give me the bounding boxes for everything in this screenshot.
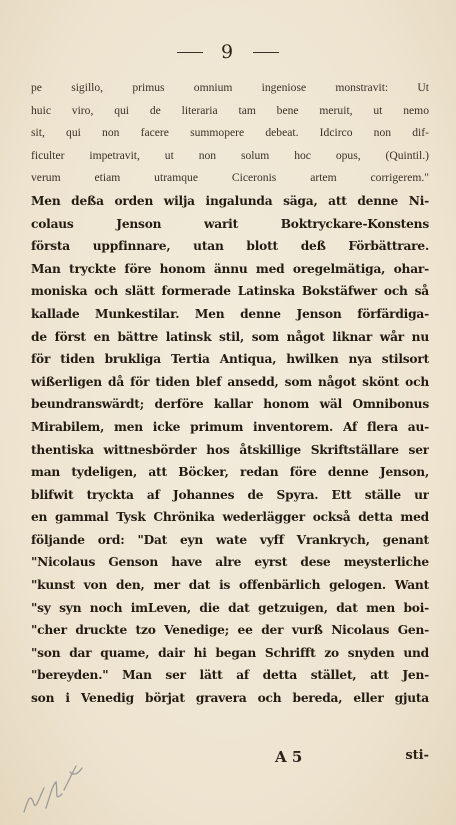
text-line: för tiden brukliga Tertia Antiqua, hwilken nya stilsort: [31, 352, 429, 367]
text-line: de först en bättre latinsk stil, som något liknar wår nu: [31, 329, 429, 344]
page-footer: [31, 748, 429, 770]
text-line: huic viro, qui de literaria tam bene meruit, ut nemo: [31, 103, 429, 117]
text-line: pe sigillo, primus omnium ingeniose monstravit: Ut: [31, 81, 429, 94]
text-line: moniska och slätt formerade Latinska Bokstäfwer och så: [31, 284, 429, 299]
text-line: kallade Munkestilar. Men denne Jenson förfärdiga-: [31, 306, 429, 321]
text-line: följande ord: "Dat eyn wate vyff Vrankrych, genant: [31, 532, 429, 547]
header-right-rule: [253, 52, 279, 53]
header-left-rule: [177, 52, 203, 53]
text-line: blifwit tryckta af Johannes de Spyra. Ett ställe ur: [31, 487, 429, 502]
text-line: son i Venedig börjat gravera och bereda, eller gjuta: [31, 691, 429, 706]
handwritten-pencil-icon: [18, 752, 88, 822]
signature-mark: A 5: [275, 748, 303, 766]
text-line: "sy syn noch imLeven, die dat getzuigen, dat men boi-: [31, 600, 429, 615]
text-line: "kunst von den, mer dat is offenbärlich gelogen. Want: [31, 578, 429, 593]
text-line: sit, qui non facere summopere debeat. Idcirco non dif-: [31, 126, 429, 140]
page-body-text: [31, 77, 429, 710]
text-line: Men deßa orden wilja ingalunda säga, att denne Ni-: [31, 193, 429, 208]
text-line: ficulter impetravit, ut non solum hoc opus, (Quintil.): [31, 148, 429, 162]
text-line: thentiska wittnesbörder hos åtskillige Skriftställare ser: [31, 442, 429, 457]
text-line: beundranswärdt; derföre kallar honom wäl Omnibonus: [31, 397, 429, 412]
text-line: "bereyden." Man ser lätt af detta stället, att Jen-: [31, 668, 429, 683]
text-line: Man tryckte före honom ännu med oregelmätiga, ohar-: [31, 261, 429, 276]
text-line: "son dar quame, dair hi began Schrifft zo snyden und: [31, 645, 429, 660]
text-line: colaus Jenson warit Boktryckare-Konstens: [31, 216, 429, 231]
text-line: en gammal Tysk Chrönika wederlägger också detta med: [31, 510, 429, 525]
page-header: [0, 40, 456, 64]
page-number: 9: [220, 41, 236, 63]
text-line: "cher druckte tzo Venedige; ee der vurß Nicolaus Gen-: [31, 623, 429, 638]
text-line: "Nicolaus Genson have alre eyrst dese meysterliche: [31, 555, 429, 570]
text-line: första uppfinnare, utan blott deß Förbättrare.: [31, 239, 429, 254]
text-line: wißerligen då för tiden blef ansedd, som något skönt och: [31, 374, 429, 389]
text-line: Mirabilem, men icke primum inventorem. Af flera au-: [31, 419, 429, 434]
text-line: verum etiam utramque Ciceronis artem corrigerem.": [31, 171, 429, 185]
catchword: sti-: [405, 748, 429, 763]
text-line: man tydeligen, att Böcker, redan före denne Jenson,: [31, 465, 429, 480]
